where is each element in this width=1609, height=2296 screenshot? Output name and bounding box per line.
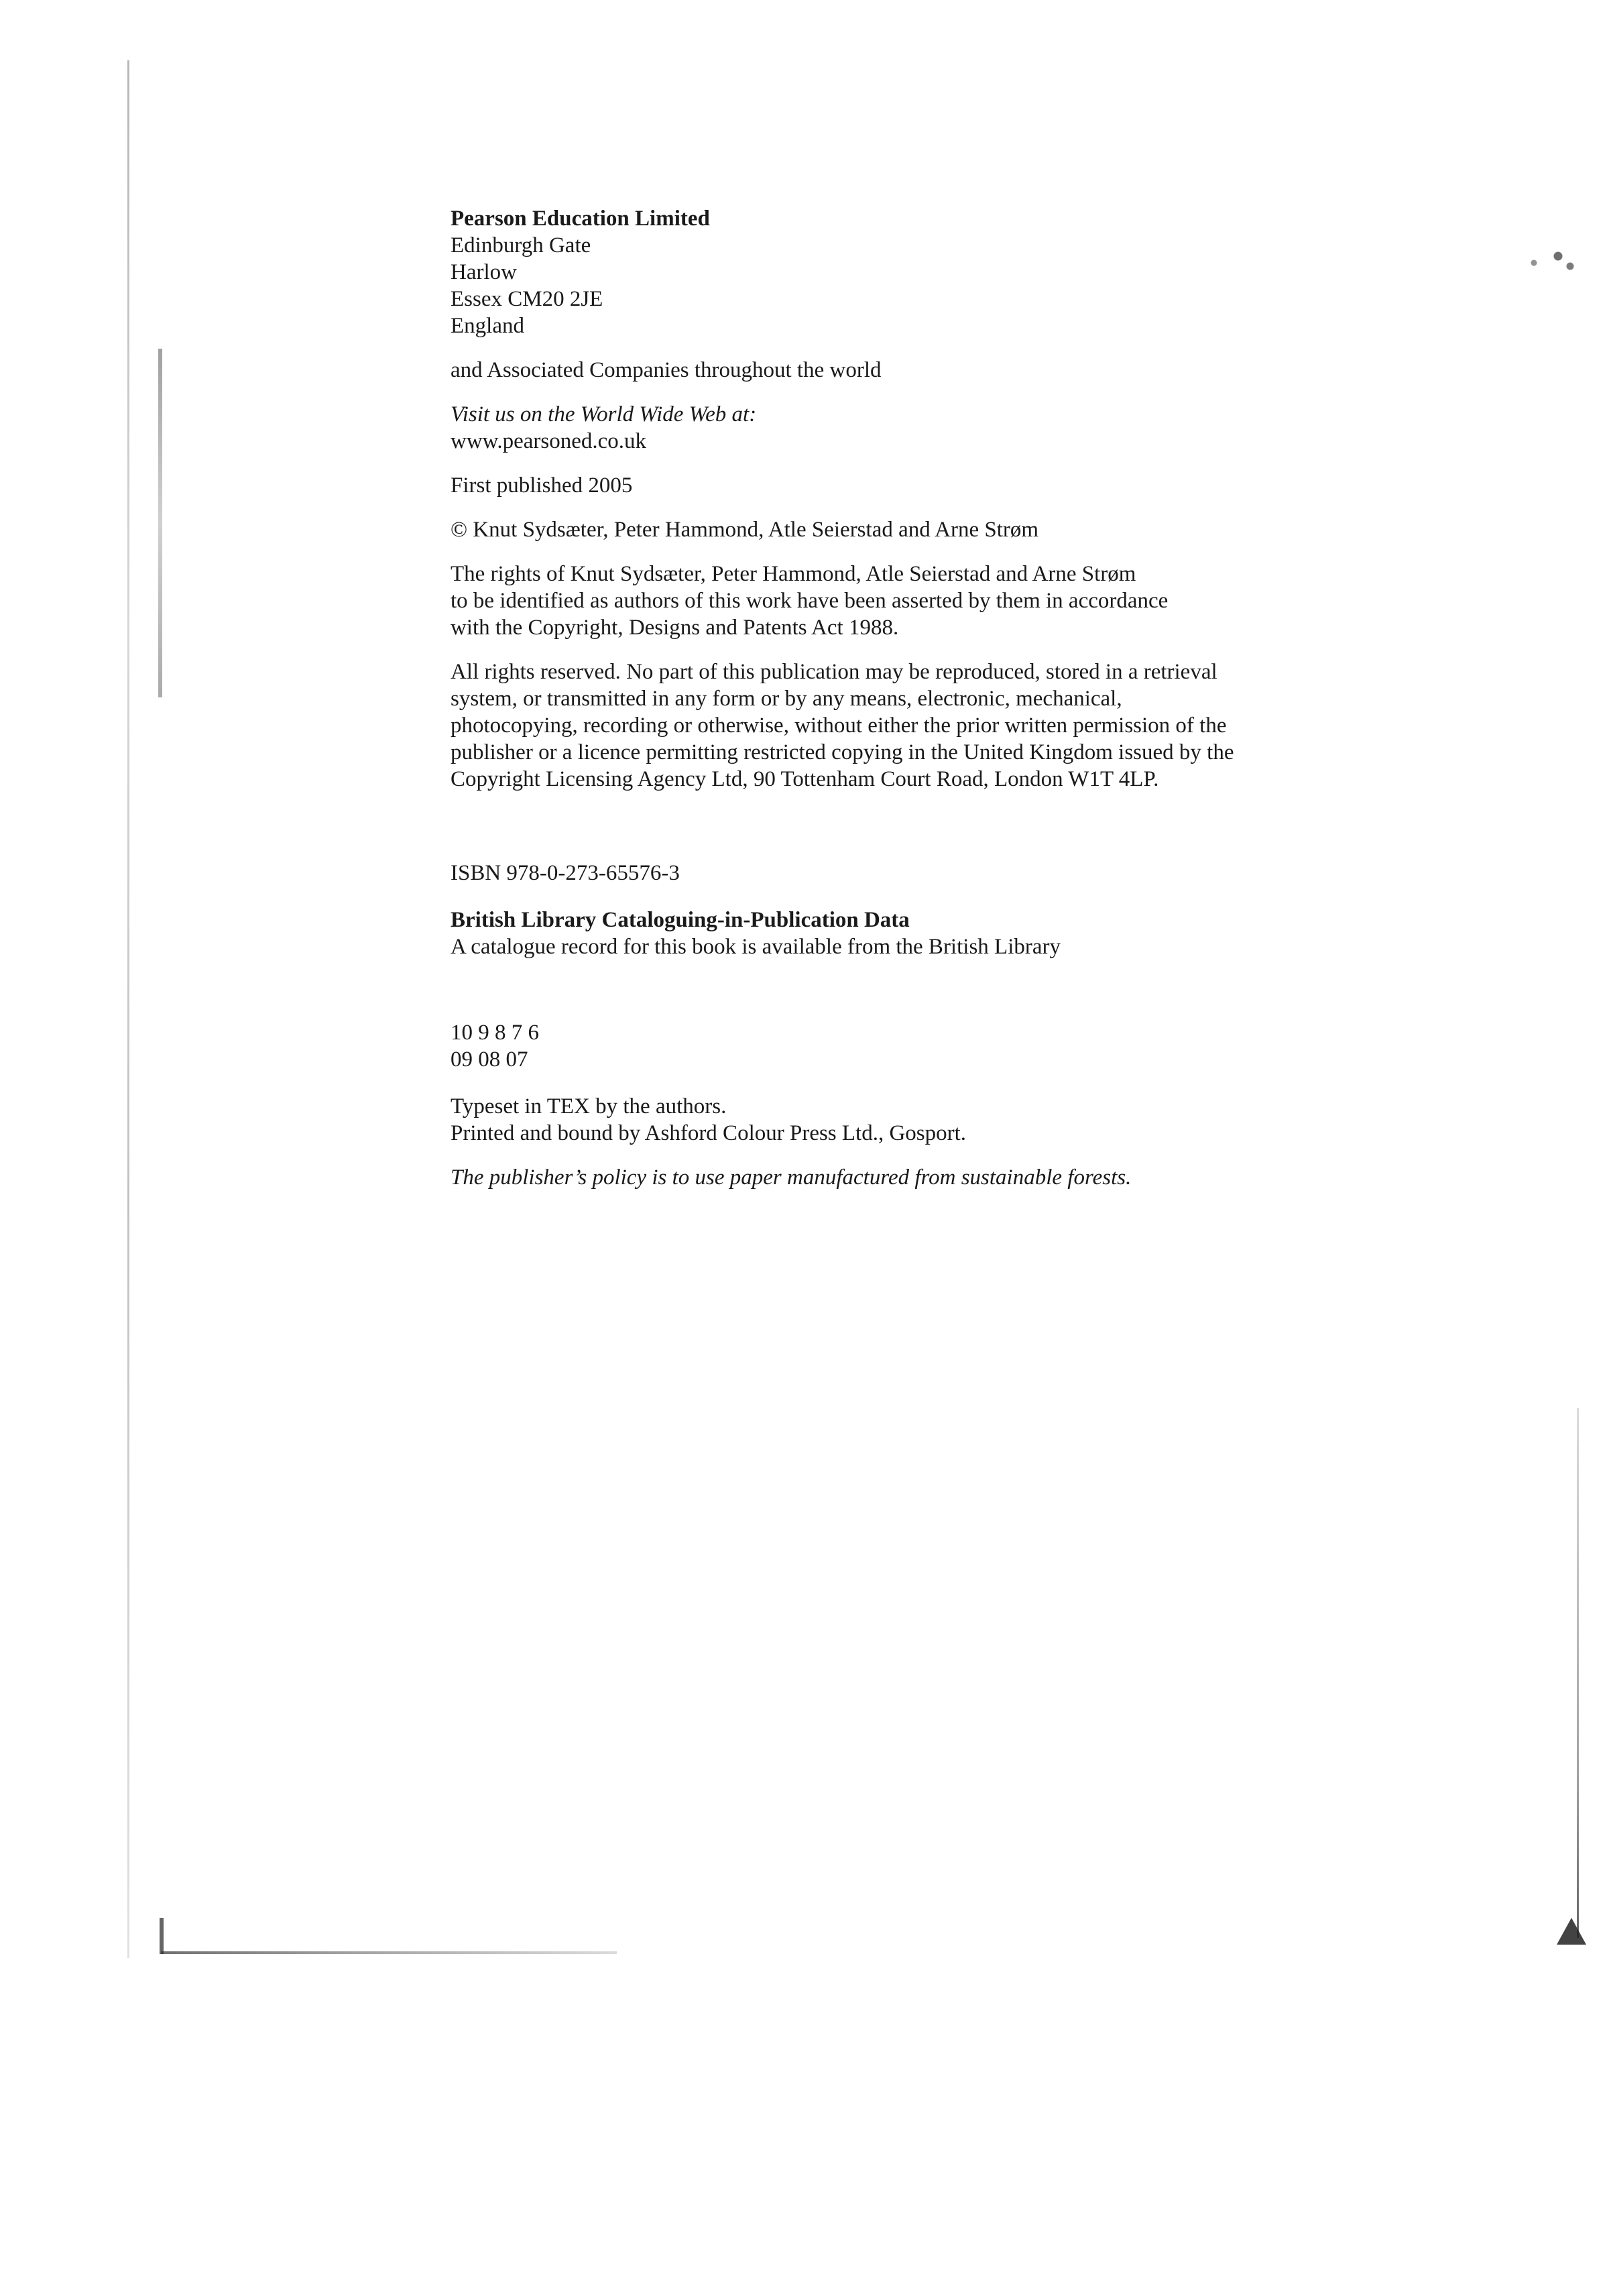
scan-corner-bottom [161,1951,617,1954]
isbn: ISBN 978-0-273-65576-3 [451,861,680,885]
associated-companies: and Associated Companies throughout the world [451,358,882,382]
all-rights-line: All rights reserved. No part of this publication may be reproduced, stored in a retrieval [451,660,1217,684]
first-published: First published 2005 [451,473,633,498]
paper-policy: The publisher’s policy is to use paper manufactured from sustainable forests. [451,1165,1132,1190]
typeset-credit [451,1093,1322,1120]
scan-mark-left [158,349,162,697]
publisher-name: Pearson Education Limited [451,207,710,231]
address-line: England [451,314,524,338]
impression-years: 09 08 07 [451,1047,528,1072]
scan-edge-right [1577,1408,1579,1938]
rights-line: to be identified as authors of this work have been asserted by them in accordance [451,589,1169,613]
impression-numbers: 10 9 8 7 6 [451,1021,539,1045]
all-rights-line: system, or transmitted in any form or by any means, electronic, mechanical, [451,687,1122,711]
cataloguing-heading: British Library Cataloguing-in-Publication Data [451,908,910,932]
address-line: Harlow [451,260,517,284]
web-url[interactable]: www.pearsoned.co.uk [451,429,647,453]
cataloguing-text: A catalogue record for this book is available from the British Library [451,935,1061,959]
tex-logo: TEX [546,1094,590,1118]
cataloguing-data [451,907,1322,960]
rights-line: The rights of Knut Sydsæter, Peter Hammond, Atle Seierstad and Arne Strøm [451,562,1136,586]
typeset-prefix: Typeset in [451,1094,547,1118]
rights-line: with the Copyright, Designs and Patents Act 1988. [451,616,899,640]
publisher-block [451,205,1322,339]
scan-edge-left [127,60,129,1958]
web-label: Visit us on the World Wide Web at: [451,402,757,426]
all-rights-line: Copyright Licensing Agency Ltd, 90 Tottenham Court Road, London W1T 4LP. [451,767,1159,791]
printing-history [451,1019,1322,1073]
scan-blot-right [1557,1918,1586,1945]
address-line: Essex CM20 2JE [451,287,603,311]
all-rights-line: publisher or a licence permitting restricted copying in the United Kingdom issued by the [451,740,1234,764]
all-rights-reserved [451,658,1322,793]
copyright-page [451,205,1322,1191]
copyright-notice: © Knut Sydsæter, Peter Hammond, Atle Seierstad and Arne Strøm [451,518,1039,542]
moral-rights-statement [451,561,1322,641]
scan-speckle-top-right [1502,243,1582,276]
scan-corner-hook [160,1918,164,1954]
all-rights-line: photocopying, recording or otherwise, without either the prior written permission of the [451,713,1227,738]
production-credits [451,1093,1322,1147]
printer-credit: Printed and bound by Ashford Colour Press Ltd., Gosport. [451,1121,967,1145]
address-line: Edinburgh Gate [451,233,591,257]
typeset-suffix: by the authors. [589,1094,727,1118]
